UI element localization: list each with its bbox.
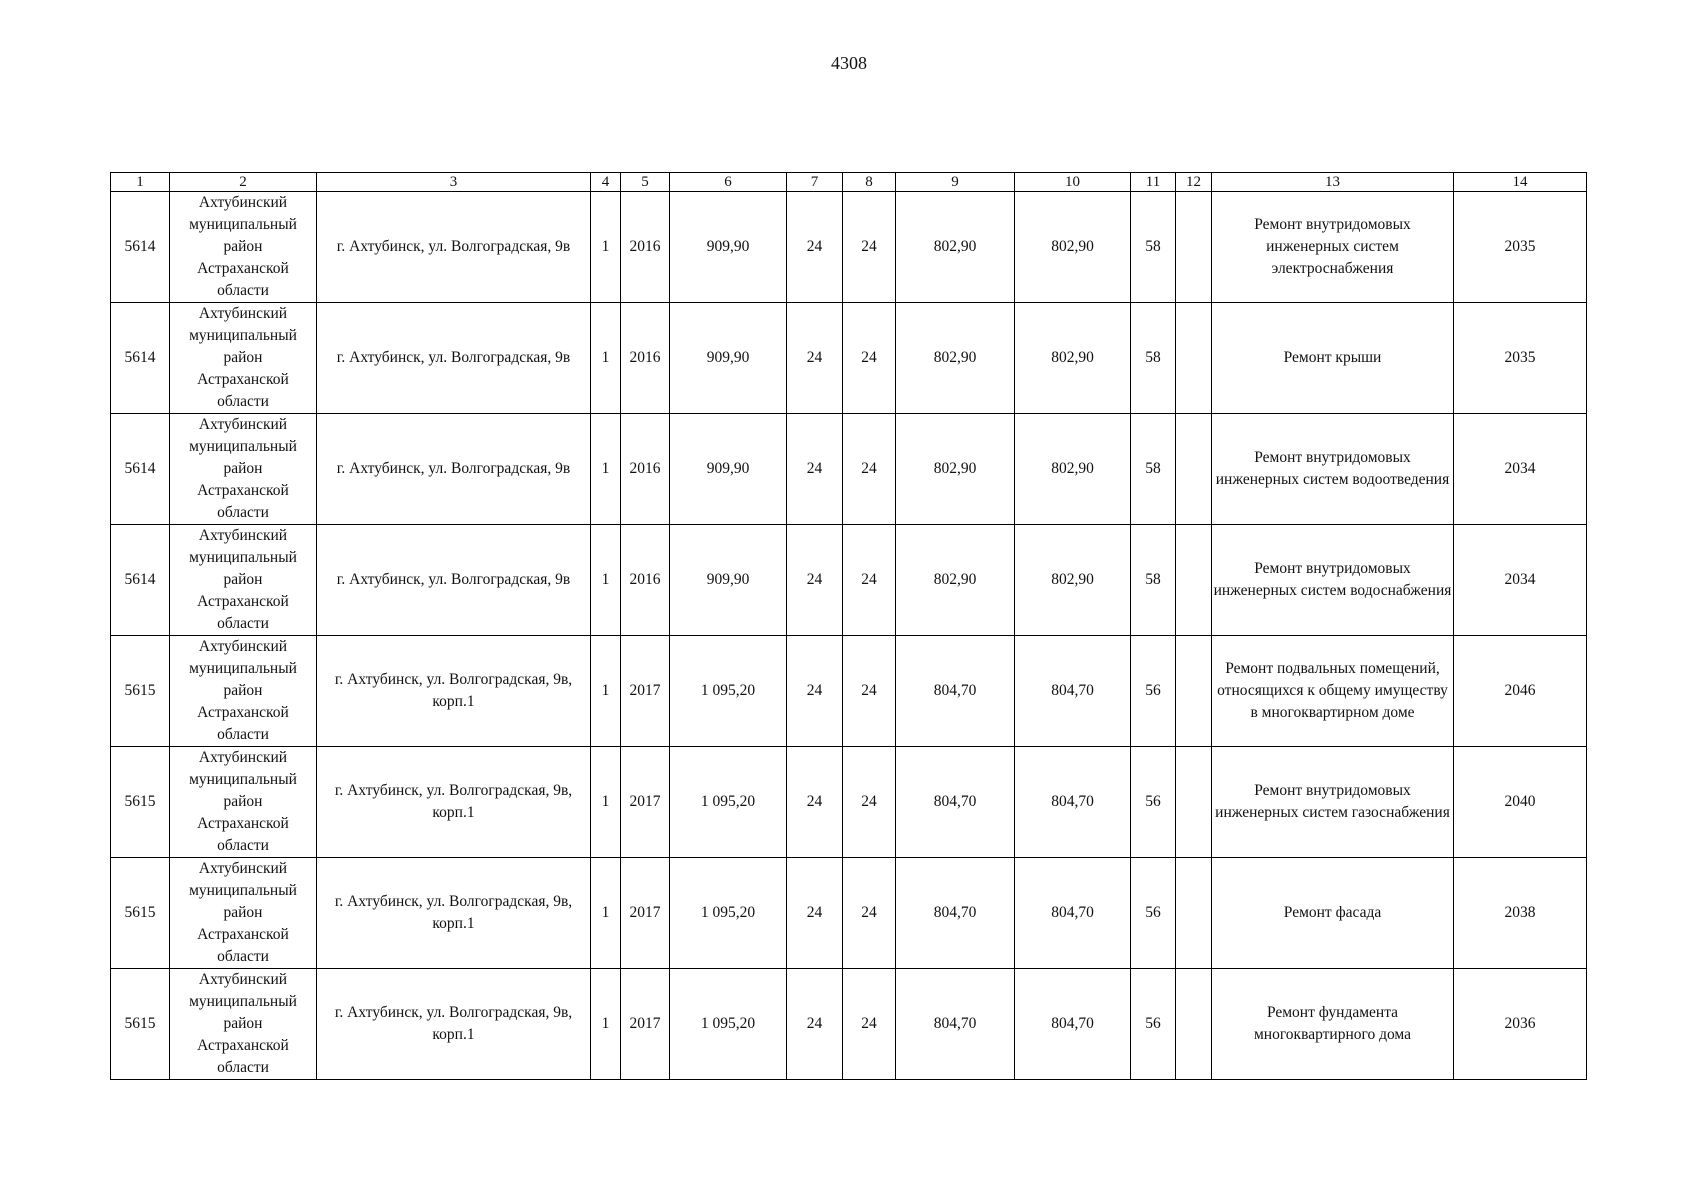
address-cell: г. Ахтубинск, ул. Волгоградская, 9в, корп.1 xyxy=(317,858,591,969)
region-line: области xyxy=(217,393,269,410)
region-line: район xyxy=(223,904,263,921)
column-12-cell xyxy=(1176,414,1212,525)
region-line: муниципальный xyxy=(189,882,297,899)
column-header: 1 xyxy=(111,173,170,192)
region-line: Астраханской xyxy=(197,593,289,610)
region-line: район xyxy=(223,793,263,810)
region-cell xyxy=(170,747,317,858)
region-cell xyxy=(170,858,317,969)
column-9-cell: 802,90 xyxy=(896,525,1015,636)
column-4-cell: 1 xyxy=(591,636,621,747)
region-cell xyxy=(170,303,317,414)
column-4-cell: 1 xyxy=(591,747,621,858)
table-row xyxy=(111,192,1587,303)
region-line: муниципальный xyxy=(189,327,297,344)
column-12-cell xyxy=(1176,858,1212,969)
region-line: Астраханской xyxy=(197,371,289,388)
column-11-cell: 58 xyxy=(1131,192,1176,303)
register-body xyxy=(111,192,1587,1080)
column-9-cell: 804,70 xyxy=(896,858,1015,969)
address-cell: г. Ахтубинск, ул. Волгоградская, 9в xyxy=(317,414,591,525)
column-4-cell: 1 xyxy=(591,192,621,303)
record-id-cell: 5615 xyxy=(111,858,170,969)
record-id-cell: 5615 xyxy=(111,636,170,747)
column-11-cell: 58 xyxy=(1131,525,1176,636)
column-header: 7 xyxy=(787,173,843,192)
table-row xyxy=(111,969,1587,1080)
column-8-cell: 24 xyxy=(843,303,896,414)
column-4-cell: 1 xyxy=(591,858,621,969)
column-10-cell: 804,70 xyxy=(1015,636,1131,747)
column-7-cell: 24 xyxy=(787,303,843,414)
region-line: район xyxy=(223,349,263,366)
address-cell: г. Ахтубинск, ул. Волгоградская, 9в, корп.1 xyxy=(317,969,591,1080)
region-line: области xyxy=(217,948,269,965)
area-cell: 909,90 xyxy=(670,303,787,414)
column-11-cell: 56 xyxy=(1131,636,1176,747)
region-line: области xyxy=(217,837,269,854)
address-cell: г. Ахтубинск, ул. Волгоградская, 9в xyxy=(317,525,591,636)
area-cell: 1 095,20 xyxy=(670,636,787,747)
work-type-cell: Ремонт фасада xyxy=(1212,858,1454,969)
year-cell: 2017 xyxy=(621,858,670,969)
column-10-cell: 804,70 xyxy=(1015,858,1131,969)
work-type-cell: Ремонт внутридомовых инженерных систем водоснабжения xyxy=(1212,525,1454,636)
region-line: муниципальный xyxy=(189,771,297,788)
column-header: 12 xyxy=(1176,173,1212,192)
column-number-row xyxy=(111,173,1587,192)
page-number: 4308 xyxy=(831,53,867,73)
column-10-cell: 802,90 xyxy=(1015,303,1131,414)
region-line: области xyxy=(217,726,269,743)
column-10-cell: 802,90 xyxy=(1015,192,1131,303)
column-11-cell: 58 xyxy=(1131,414,1176,525)
column-9-cell: 802,90 xyxy=(896,192,1015,303)
region-cell xyxy=(170,525,317,636)
column-9-cell: 804,70 xyxy=(896,969,1015,1080)
column-header: 4 xyxy=(591,173,621,192)
planned-year-cell: 2040 xyxy=(1454,747,1587,858)
record-id-cell: 5614 xyxy=(111,414,170,525)
year-cell: 2016 xyxy=(621,192,670,303)
table-row xyxy=(111,414,1587,525)
region-line: Ахтубинский xyxy=(198,527,288,544)
column-8-cell: 24 xyxy=(843,858,896,969)
column-4-cell: 1 xyxy=(591,525,621,636)
work-type-cell: Ремонт внутридомовых инженерных систем электроснабжения xyxy=(1212,192,1454,303)
area-cell: 1 095,20 xyxy=(670,969,787,1080)
region-line: Ахтубинский xyxy=(198,860,288,877)
column-7-cell: 24 xyxy=(787,969,843,1080)
column-10-cell: 804,70 xyxy=(1015,747,1131,858)
region-line: Ахтубинский xyxy=(198,971,288,988)
column-11-cell: 56 xyxy=(1131,858,1176,969)
region-line: район xyxy=(223,1015,263,1032)
table-row xyxy=(111,747,1587,858)
planned-year-cell: 2035 xyxy=(1454,303,1587,414)
record-id-cell: 5614 xyxy=(111,192,170,303)
column-7-cell: 24 xyxy=(787,747,843,858)
region-line: район xyxy=(223,238,263,255)
column-header: 9 xyxy=(896,173,1015,192)
address-cell: г. Ахтубинск, ул. Волгоградская, 9в, корп.1 xyxy=(317,747,591,858)
column-header: 3 xyxy=(317,173,591,192)
work-type-cell: Ремонт крыши xyxy=(1212,303,1454,414)
column-12-cell xyxy=(1176,303,1212,414)
column-8-cell: 24 xyxy=(843,414,896,525)
area-cell: 909,90 xyxy=(670,525,787,636)
year-cell: 2016 xyxy=(621,414,670,525)
column-4-cell: 1 xyxy=(591,303,621,414)
region-line: области xyxy=(217,282,269,299)
column-header: 8 xyxy=(843,173,896,192)
area-cell: 909,90 xyxy=(670,414,787,525)
year-cell: 2017 xyxy=(621,969,670,1080)
column-8-cell: 24 xyxy=(843,525,896,636)
planned-year-cell: 2035 xyxy=(1454,192,1587,303)
region-line: Ахтубинский xyxy=(198,749,288,766)
column-9-cell: 802,90 xyxy=(896,414,1015,525)
column-11-cell: 58 xyxy=(1131,303,1176,414)
region-cell xyxy=(170,192,317,303)
area-cell: 909,90 xyxy=(670,192,787,303)
address-cell: г. Ахтубинск, ул. Волгоградская, 9в xyxy=(317,303,591,414)
region-cell xyxy=(170,969,317,1080)
column-7-cell: 24 xyxy=(787,414,843,525)
planned-year-cell: 2046 xyxy=(1454,636,1587,747)
record-id-cell: 5615 xyxy=(111,747,170,858)
year-cell: 2017 xyxy=(621,636,670,747)
table-row xyxy=(111,636,1587,747)
work-type-cell: Ремонт подвальных помещений, относящихся к общему имуществу в многоквартирном доме xyxy=(1212,636,1454,747)
column-12-cell xyxy=(1176,969,1212,1080)
column-7-cell: 24 xyxy=(787,858,843,969)
column-7-cell: 24 xyxy=(787,525,843,636)
column-8-cell: 24 xyxy=(843,192,896,303)
column-12-cell xyxy=(1176,636,1212,747)
area-cell: 1 095,20 xyxy=(670,858,787,969)
planned-year-cell: 2036 xyxy=(1454,969,1587,1080)
column-12-cell xyxy=(1176,192,1212,303)
column-7-cell: 24 xyxy=(787,636,843,747)
record-id-cell: 5614 xyxy=(111,303,170,414)
region-line: Астраханской xyxy=(197,260,289,277)
column-header: 13 xyxy=(1212,173,1454,192)
region-line: Астраханской xyxy=(197,704,289,721)
column-header: 11 xyxy=(1131,173,1176,192)
table-row xyxy=(111,525,1587,636)
region-line: муниципальный xyxy=(189,216,297,233)
region-line: Ахтубинский xyxy=(198,416,288,433)
column-8-cell: 24 xyxy=(843,747,896,858)
column-10-cell: 804,70 xyxy=(1015,969,1131,1080)
column-4-cell: 1 xyxy=(591,414,621,525)
column-8-cell: 24 xyxy=(843,636,896,747)
region-cell xyxy=(170,414,317,525)
year-cell: 2016 xyxy=(621,303,670,414)
region-line: Ахтубинский xyxy=(198,638,288,655)
region-line: Астраханской xyxy=(197,815,289,832)
area-cell: 1 095,20 xyxy=(670,747,787,858)
region-line: области xyxy=(217,1059,269,1076)
region-line: район xyxy=(223,571,263,588)
address-cell: г. Ахтубинск, ул. Волгоградская, 9в xyxy=(317,192,591,303)
address-cell: г. Ахтубинск, ул. Волгоградская, 9в, корп.1 xyxy=(317,636,591,747)
table-row xyxy=(111,858,1587,969)
record-id-cell: 5614 xyxy=(111,525,170,636)
region-line: области xyxy=(217,615,269,632)
region-line: Астраханской xyxy=(197,926,289,943)
column-11-cell: 56 xyxy=(1131,969,1176,1080)
region-line: муниципальный xyxy=(189,993,297,1010)
column-12-cell xyxy=(1176,747,1212,858)
register-table xyxy=(110,172,1587,1080)
region-line: район xyxy=(223,460,263,477)
column-9-cell: 804,70 xyxy=(896,747,1015,858)
column-4-cell: 1 xyxy=(591,969,621,1080)
planned-year-cell: 2038 xyxy=(1454,858,1587,969)
work-type-cell: Ремонт фундамента многоквартирного дома xyxy=(1212,969,1454,1080)
column-10-cell: 802,90 xyxy=(1015,414,1131,525)
region-line: район xyxy=(223,682,263,699)
column-12-cell xyxy=(1176,525,1212,636)
column-header: 14 xyxy=(1454,173,1587,192)
region-line: Астраханской xyxy=(197,1037,289,1054)
record-id-cell: 5615 xyxy=(111,969,170,1080)
column-header: 2 xyxy=(170,173,317,192)
work-type-cell: Ремонт внутридомовых инженерных систем водоотведения xyxy=(1212,414,1454,525)
year-cell: 2017 xyxy=(621,747,670,858)
work-type-cell: Ремонт внутридомовых инженерных систем газоснабжения xyxy=(1212,747,1454,858)
table-row xyxy=(111,303,1587,414)
year-cell: 2016 xyxy=(621,525,670,636)
region-line: Астраханской xyxy=(197,482,289,499)
column-header: 5 xyxy=(621,173,670,192)
planned-year-cell: 2034 xyxy=(1454,414,1587,525)
region-line: области xyxy=(217,504,269,521)
column-7-cell: 24 xyxy=(787,192,843,303)
column-header: 6 xyxy=(670,173,787,192)
column-11-cell: 56 xyxy=(1131,747,1176,858)
column-9-cell: 804,70 xyxy=(896,636,1015,747)
planned-year-cell: 2034 xyxy=(1454,525,1587,636)
region-line: Ахтубинский xyxy=(198,194,288,211)
region-line: муниципальный xyxy=(189,438,297,455)
column-9-cell: 802,90 xyxy=(896,303,1015,414)
column-10-cell: 802,90 xyxy=(1015,525,1131,636)
region-line: Ахтубинский xyxy=(198,305,288,322)
column-header: 10 xyxy=(1015,173,1131,192)
region-line: муниципальный xyxy=(189,549,297,566)
region-line: муниципальный xyxy=(189,660,297,677)
region-cell xyxy=(170,636,317,747)
column-8-cell: 24 xyxy=(843,969,896,1080)
